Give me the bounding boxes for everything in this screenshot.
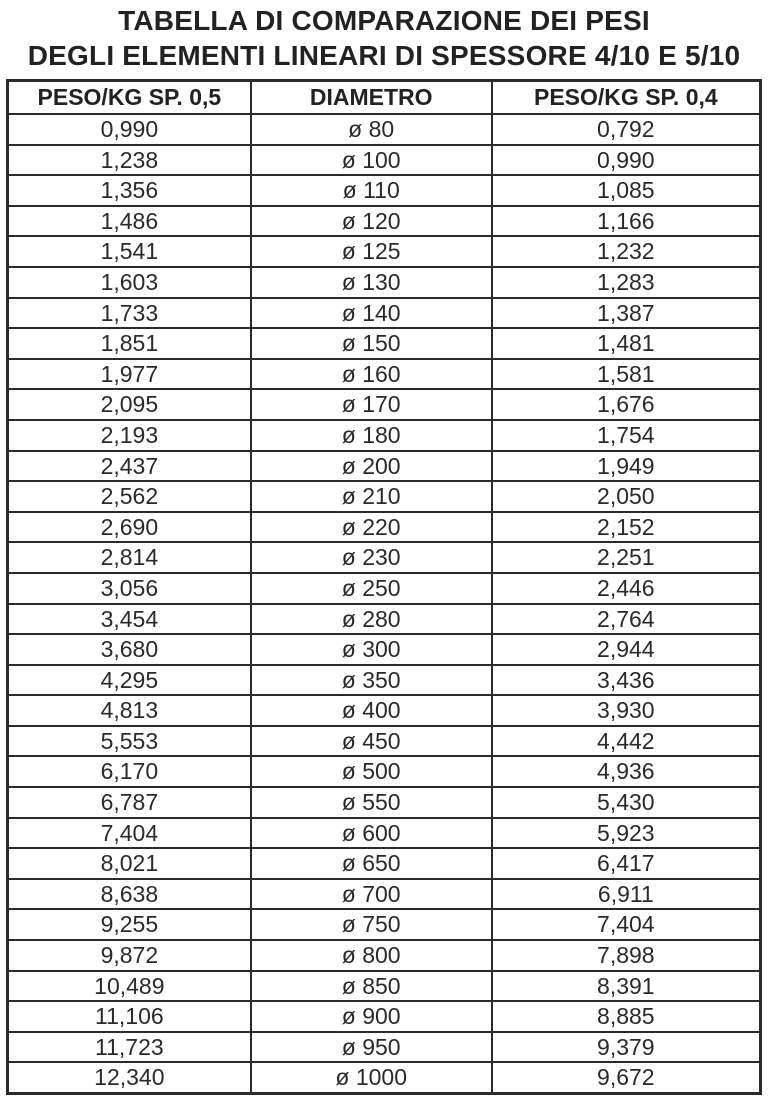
peso-sp04-cell: 2,251	[492, 542, 761, 573]
peso-sp05-cell: 2,814	[8, 542, 251, 573]
diametro-cell: ø 220	[251, 512, 492, 543]
page-title-line2: DEGLI ELEMENTI LINEARI DI SPESSORE 4/10 E 5/10	[27, 40, 741, 71]
peso-sp05-cell: 11,723	[8, 1032, 251, 1063]
peso-sp04-cell: 1,283	[492, 267, 761, 298]
peso-sp04-cell: 1,085	[492, 175, 761, 206]
peso-sp05-cell: 1,541	[8, 236, 251, 267]
diametro-cell: ø 850	[251, 971, 492, 1002]
peso-sp04-cell: 3,930	[492, 695, 761, 726]
peso-sp05-cell: 3,680	[8, 634, 251, 665]
peso-sp04-cell: 2,446	[492, 573, 761, 604]
diametro-cell: ø 160	[251, 359, 492, 390]
diametro-cell: ø 150	[251, 328, 492, 359]
table-row	[8, 756, 761, 787]
table-row	[8, 267, 761, 298]
peso-sp04-cell: 8,391	[492, 971, 761, 1002]
table-row	[8, 695, 761, 726]
peso-sp05-cell: 2,437	[8, 451, 251, 482]
peso-sp05-cell: 3,454	[8, 604, 251, 635]
table-row	[8, 298, 761, 329]
table-row	[8, 328, 761, 359]
diametro-cell: ø 180	[251, 420, 492, 451]
peso-sp04-cell: 1,581	[492, 359, 761, 390]
peso-sp04-cell: 8,885	[492, 1001, 761, 1032]
diametro-cell: ø 1000	[251, 1062, 492, 1093]
peso-sp04-cell: 2,152	[492, 512, 761, 543]
peso-sp05-cell: 6,787	[8, 787, 251, 818]
diametro-cell: ø 110	[251, 175, 492, 206]
diametro-cell: ø 700	[251, 879, 492, 910]
peso-sp05-cell: 1,603	[8, 267, 251, 298]
peso-sp04-cell: 0,792	[492, 114, 761, 145]
table-row	[8, 1032, 761, 1063]
diametro-cell: ø 500	[251, 756, 492, 787]
peso-sp05-cell: 6,170	[8, 756, 251, 787]
peso-sp05-cell: 1,851	[8, 328, 251, 359]
table-row	[8, 604, 761, 635]
table-row	[8, 971, 761, 1002]
diametro-cell: ø 800	[251, 940, 492, 971]
peso-sp05-cell: 9,255	[8, 909, 251, 940]
diametro-cell: ø 230	[251, 542, 492, 573]
peso-sp04-cell: 1,387	[492, 298, 761, 329]
diametro-cell: ø 550	[251, 787, 492, 818]
weight-comparison-table	[6, 79, 762, 1095]
table-row	[8, 114, 761, 145]
diametro-cell: ø 125	[251, 236, 492, 267]
page-title-line1: TABELLA DI COMPARAZIONE DEI PESI	[118, 5, 650, 36]
column-header-peso-sp05: PESO/KG SP. 0,5	[8, 81, 251, 115]
table-row	[8, 236, 761, 267]
peso-sp04-cell: 7,898	[492, 940, 761, 971]
table-row	[8, 787, 761, 818]
peso-sp04-cell: 4,936	[492, 756, 761, 787]
peso-sp04-cell: 1,754	[492, 420, 761, 451]
peso-sp05-cell: 1,238	[8, 145, 251, 176]
diametro-cell: ø 300	[251, 634, 492, 665]
peso-sp04-cell: 1,949	[492, 451, 761, 482]
peso-sp04-cell: 4,442	[492, 726, 761, 757]
peso-sp05-cell: 9,872	[8, 940, 251, 971]
peso-sp05-cell: 1,486	[8, 206, 251, 237]
diametro-cell: ø 950	[251, 1032, 492, 1063]
diametro-cell: ø 210	[251, 481, 492, 512]
peso-sp05-cell: 4,813	[8, 695, 251, 726]
diametro-cell: ø 130	[251, 267, 492, 298]
peso-sp04-cell: 9,672	[492, 1062, 761, 1093]
diametro-cell: ø 750	[251, 909, 492, 940]
peso-sp05-cell: 0,990	[8, 114, 251, 145]
peso-sp05-cell: 11,106	[8, 1001, 251, 1032]
peso-sp05-cell: 12,340	[8, 1062, 251, 1093]
peso-sp05-cell: 1,733	[8, 298, 251, 329]
table-row	[8, 359, 761, 390]
table-row	[8, 542, 761, 573]
table-row	[8, 1062, 761, 1093]
peso-sp04-cell: 2,764	[492, 604, 761, 635]
peso-sp05-cell: 4,295	[8, 665, 251, 696]
diametro-cell: ø 450	[251, 726, 492, 757]
table-row	[8, 1001, 761, 1032]
peso-sp04-cell: 1,166	[492, 206, 761, 237]
table-row	[8, 909, 761, 940]
table-row	[8, 481, 761, 512]
peso-sp05-cell: 10,489	[8, 971, 251, 1002]
peso-sp05-cell: 3,056	[8, 573, 251, 604]
diametro-cell: ø 400	[251, 695, 492, 726]
diametro-cell: ø 140	[251, 298, 492, 329]
table-row	[8, 573, 761, 604]
peso-sp05-cell: 8,638	[8, 879, 251, 910]
table-row	[8, 512, 761, 543]
peso-sp04-cell: 2,050	[492, 481, 761, 512]
peso-sp04-cell: 1,481	[492, 328, 761, 359]
page-title	[0, 0, 768, 73]
peso-sp04-cell: 5,923	[492, 818, 761, 849]
table-header-row	[8, 81, 761, 115]
diametro-cell: ø 200	[251, 451, 492, 482]
peso-sp04-cell: 3,436	[492, 665, 761, 696]
peso-sp05-cell: 2,095	[8, 389, 251, 420]
peso-sp05-cell: 8,021	[8, 848, 251, 879]
peso-sp05-cell: 5,553	[8, 726, 251, 757]
column-header-peso-sp04: PESO/KG SP. 0,4	[492, 81, 761, 115]
diametro-cell: ø 280	[251, 604, 492, 635]
table-row	[8, 145, 761, 176]
peso-sp04-cell: 0,990	[492, 145, 761, 176]
table-row	[8, 879, 761, 910]
table-row	[8, 634, 761, 665]
peso-sp04-cell: 6,417	[492, 848, 761, 879]
diametro-cell: ø 650	[251, 848, 492, 879]
peso-sp04-cell: 9,379	[492, 1032, 761, 1063]
peso-sp05-cell: 2,690	[8, 512, 251, 543]
table-row	[8, 420, 761, 451]
diametro-cell: ø 170	[251, 389, 492, 420]
peso-sp04-cell: 7,404	[492, 909, 761, 940]
table-row	[8, 451, 761, 482]
table-body	[8, 114, 761, 1094]
table-row	[8, 818, 761, 849]
peso-sp05-cell: 1,356	[8, 175, 251, 206]
diametro-cell: ø 80	[251, 114, 492, 145]
diametro-cell: ø 350	[251, 665, 492, 696]
table-row	[8, 206, 761, 237]
peso-sp04-cell: 6,911	[492, 879, 761, 910]
peso-sp04-cell: 1,676	[492, 389, 761, 420]
table-row	[8, 389, 761, 420]
diametro-cell: ø 100	[251, 145, 492, 176]
diametro-cell: ø 250	[251, 573, 492, 604]
table-row	[8, 665, 761, 696]
peso-sp05-cell: 2,562	[8, 481, 251, 512]
peso-sp04-cell: 1,232	[492, 236, 761, 267]
table-row	[8, 940, 761, 971]
diametro-cell: ø 900	[251, 1001, 492, 1032]
peso-sp05-cell: 2,193	[8, 420, 251, 451]
table-row	[8, 175, 761, 206]
peso-sp04-cell: 5,430	[492, 787, 761, 818]
peso-sp05-cell: 7,404	[8, 818, 251, 849]
table-row	[8, 848, 761, 879]
diametro-cell: ø 600	[251, 818, 492, 849]
table-row	[8, 726, 761, 757]
peso-sp05-cell: 1,977	[8, 359, 251, 390]
diametro-cell: ø 120	[251, 206, 492, 237]
column-header-diametro: DIAMETRO	[251, 81, 492, 115]
peso-sp04-cell: 2,944	[492, 634, 761, 665]
